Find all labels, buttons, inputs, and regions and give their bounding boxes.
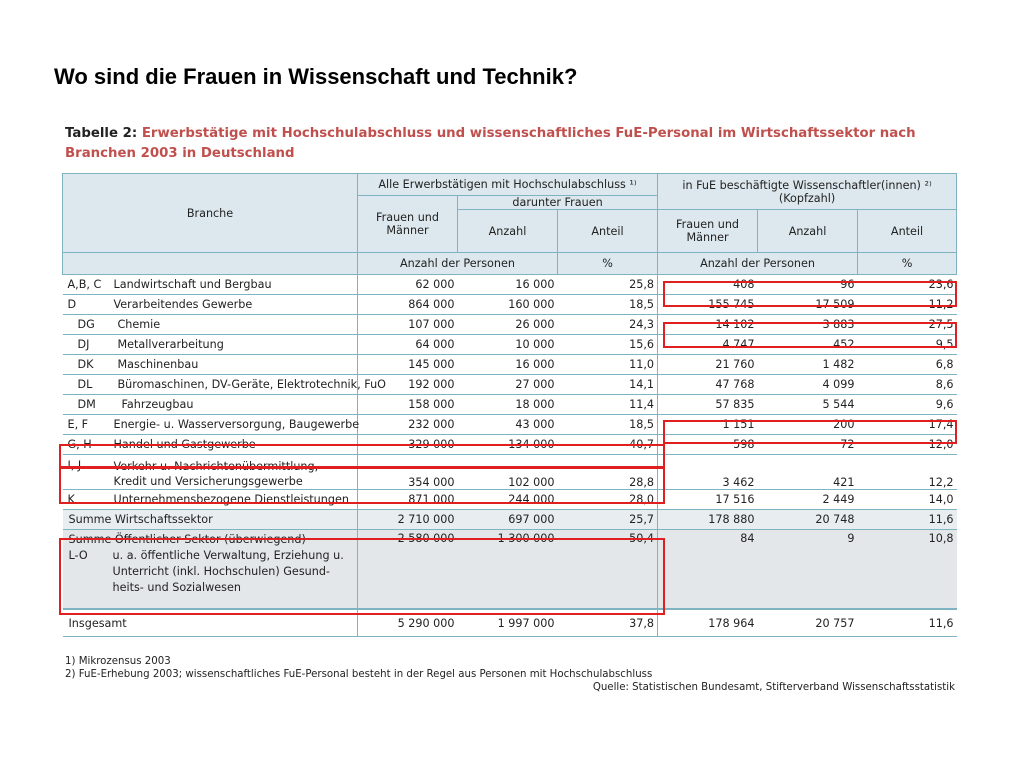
- value-v5: 1 482: [758, 355, 858, 375]
- summe-wirtschaft-v3: 25,7: [558, 510, 658, 530]
- data-table: [62, 173, 957, 637]
- table-row: [63, 490, 957, 510]
- value-v5: 200: [758, 415, 858, 435]
- table-row: [63, 335, 957, 355]
- insgesamt-v2: 1 997 000: [458, 609, 558, 637]
- value-v4: 57 835: [658, 395, 758, 415]
- header-fm-2: Frauen und Männer: [658, 210, 758, 253]
- table-row: [63, 275, 957, 295]
- value-v5: 2 449: [758, 490, 858, 510]
- value-v6: 6,8: [858, 355, 957, 375]
- branch-cell: [63, 335, 358, 355]
- value-v2: 102 000: [458, 455, 558, 490]
- header-unit-persons-1: Anzahl der Personen: [358, 253, 558, 275]
- table-row: [63, 455, 957, 490]
- branch-cell: [63, 355, 358, 375]
- summe-oeffentlich-v6: 10,8: [858, 530, 957, 610]
- value-v6: 27,5: [858, 315, 957, 335]
- header-unit-pct-2: %: [858, 253, 957, 275]
- value-v2: 160 000: [458, 295, 558, 315]
- value-v3: 11,0: [558, 355, 658, 375]
- branch-name: Chemie: [117, 318, 161, 331]
- insgesamt-v5: 20 757: [758, 609, 858, 637]
- branch-cell: [63, 490, 358, 510]
- summe-oeffentlich-v1: 2 580 000: [358, 530, 458, 610]
- value-v1: 64 000: [358, 335, 458, 355]
- summe-wirtschaft-label: Summe Wirtschaftssektor: [63, 510, 358, 530]
- branch-cell: [63, 395, 358, 415]
- value-v3: 28,0: [558, 490, 658, 510]
- branch-name: Verkehr u. Nachrichtenübermittlung, Kredit und Versicherungsgewerbe: [113, 460, 319, 488]
- branch-code: D: [67, 298, 77, 311]
- branch-code: K: [67, 493, 75, 506]
- value-v1: 145 000: [358, 355, 458, 375]
- branch-name: Fahrzeugbau: [121, 398, 194, 411]
- value-v4: 3 462: [658, 455, 758, 490]
- caption-label: Tabelle 2:: [65, 126, 138, 141]
- summe-oeffentlich-code: L-O: [68, 549, 88, 562]
- value-v3: 24,3: [558, 315, 658, 335]
- value-v2: 10 000: [458, 335, 558, 355]
- header-anteil-1: Anteil: [558, 210, 658, 253]
- insgesamt-v1: 5 290 000: [358, 609, 458, 637]
- value-v1: 329 000: [358, 435, 458, 455]
- insgesamt-v6: 11,6: [858, 609, 957, 637]
- insgesamt-v4: 178 964: [658, 609, 758, 637]
- footnotes: [65, 655, 955, 694]
- value-v2: 26 000: [458, 315, 558, 335]
- table-row: [63, 435, 957, 455]
- value-v1: 158 000: [358, 395, 458, 415]
- branch-name: Metallverarbeitung: [117, 338, 224, 351]
- value-v6: 9,5: [858, 335, 957, 355]
- branch-code: A,B, C: [67, 278, 102, 291]
- value-v5: 72: [758, 435, 858, 455]
- value-v5: 3 883: [758, 315, 858, 335]
- value-v1: 62 000: [358, 275, 458, 295]
- summe-oeffentlich-v4: 84: [658, 530, 758, 610]
- branch-code: I, J: [67, 459, 82, 472]
- table-row-insgesamt: [63, 609, 957, 637]
- value-v5: 5 544: [758, 395, 858, 415]
- value-v4: 21 760: [658, 355, 758, 375]
- value-v6: 23,6: [858, 275, 957, 295]
- table-caption: [65, 124, 960, 164]
- source-note: Quelle: Statistischen Bundesamt, Stifterverband Wissenschaftsstatistik: [592, 682, 955, 693]
- branch-code: E, F: [67, 418, 89, 431]
- summe-wirtschaft-v6: 11,6: [858, 510, 957, 530]
- header-anzahl-2: Anzahl: [758, 210, 858, 253]
- branch-name: Unternehmensbezogene Dienstleistungen: [113, 493, 349, 506]
- value-v5: 96: [758, 275, 858, 295]
- value-v1: 864 000: [358, 295, 458, 315]
- value-v2: 43 000: [458, 415, 558, 435]
- summe-oeffentlich-detail: u. a. öffentliche Verwaltung, Erziehung u. Unterricht (inkl. Hochschulen) Gesund-heits- und Sozialwesen: [112, 549, 344, 594]
- value-v6: 12,2: [858, 455, 957, 490]
- caption-text: Erwerbstätige mit Hochschulabschluss und wissenschaftliches FuE-Personal im Wirtschaftssektor nach Branchen 2003 in Deutschland: [65, 126, 916, 161]
- value-v4: 17 516: [658, 490, 758, 510]
- value-v2: 27 000: [458, 375, 558, 395]
- value-v5: 17 509: [758, 295, 858, 315]
- header-darunter-1: darunter Frauen: [458, 196, 658, 210]
- value-v6: 17,4: [858, 415, 957, 435]
- insgesamt-label: Insgesamt: [63, 609, 358, 637]
- value-v5: 421: [758, 455, 858, 490]
- table-row-summe-wirtschaft: [63, 510, 957, 530]
- branch-code: G, H: [67, 438, 92, 451]
- value-v4: 408: [658, 275, 758, 295]
- branch-name: Maschinenbau: [117, 358, 199, 371]
- value-v2: 16 000: [458, 275, 558, 295]
- table-row-summe-oeffentlich: [63, 530, 957, 610]
- branch-cell: [63, 415, 358, 435]
- branch-cell: [63, 375, 386, 395]
- summe-wirtschaft-v5: 20 748: [758, 510, 858, 530]
- value-v4: 14 102: [658, 315, 758, 335]
- branch-code: DG: [77, 318, 95, 331]
- branch-code: DK: [77, 358, 94, 371]
- table-row: [63, 395, 957, 415]
- header-group-all: Alle Erwerbstätigen mit Hochschulabschluss ¹⁾: [358, 174, 658, 196]
- value-v1: 354 000: [358, 455, 458, 490]
- value-v3: 40,7: [558, 435, 658, 455]
- table-row: [63, 315, 957, 335]
- value-v6: 12,0: [858, 435, 957, 455]
- value-v4: 47 768: [658, 375, 758, 395]
- table-row: [63, 375, 957, 395]
- value-v6: 14,0: [858, 490, 957, 510]
- branch-name: Handel und Gastgewerbe: [113, 438, 256, 451]
- value-v4: 598: [658, 435, 758, 455]
- value-v4: 155 745: [658, 295, 758, 315]
- value-v2: 244 000: [458, 490, 558, 510]
- value-v3: 11,4: [558, 395, 658, 415]
- branch-cell: [63, 315, 358, 335]
- branch-name: Energie- u. Wasserversorgung, Baugewerbe: [113, 418, 360, 431]
- value-v3: 18,5: [558, 415, 658, 435]
- summe-oeffentlich-cell: [63, 530, 358, 610]
- summe-oeffentlich-label: Summe Öffentlicher Sektor (überwiegend): [68, 533, 306, 546]
- value-v2: 18 000: [458, 395, 558, 415]
- value-v1: 192 000: [358, 375, 458, 395]
- value-v3: 28,8: [558, 455, 658, 490]
- branch-name: Landwirtschaft und Bergbau: [113, 278, 272, 291]
- value-v2: 134 000: [458, 435, 558, 455]
- slide-title: Wo sind die Frauen in Wissenschaft und Technik?: [54, 64, 578, 89]
- branch-cell: [63, 275, 358, 295]
- branch-cell: [63, 455, 358, 490]
- value-v1: 232 000: [358, 415, 458, 435]
- summe-wirtschaft-v2: 697 000: [458, 510, 558, 530]
- header-fm-1: Frauen und Männer: [358, 196, 458, 253]
- footnote-1: 1) Mikrozensus 2003: [65, 656, 171, 667]
- header-anzahl-1: Anzahl: [458, 210, 558, 253]
- summe-wirtschaft-v1: 2 710 000: [358, 510, 458, 530]
- header-unit-pct-1: %: [558, 253, 658, 275]
- header-branche: Branche: [63, 174, 358, 253]
- value-v6: 11,2: [858, 295, 957, 315]
- table-row: [63, 415, 957, 435]
- header-anteil-2: Anteil: [858, 210, 957, 253]
- footnote-2: 2) FuE-Erhebung 2003; wissenschaftliches FuE-Personal besteht in der Regel aus Personen mit Hochschulabschluss: [65, 669, 653, 680]
- branch-code: DJ: [77, 338, 90, 351]
- value-v5: 452: [758, 335, 858, 355]
- summe-oeffentlich-v2: 1 300 000: [458, 530, 558, 610]
- value-v3: 14,1: [558, 375, 658, 395]
- summe-wirtschaft-v4: 178 880: [658, 510, 758, 530]
- value-v5: 4 099: [758, 375, 858, 395]
- branch-cell: [63, 435, 358, 455]
- branch-code: DM: [77, 398, 96, 411]
- insgesamt-v3: 37,8: [558, 609, 658, 637]
- table-row: [63, 355, 957, 375]
- branch-name: Büromaschinen, DV-Geräte, Elektrotechnik, FuO: [117, 378, 386, 391]
- branch-cell: [63, 295, 358, 315]
- value-v4: 4 747: [658, 335, 758, 355]
- value-v4: 1 151: [658, 415, 758, 435]
- value-v1: 107 000: [358, 315, 458, 335]
- value-v1: 871 000: [358, 490, 458, 510]
- table-row: [63, 295, 957, 315]
- summe-oeffentlich-v5: 9: [758, 530, 858, 610]
- value-v2: 16 000: [458, 355, 558, 375]
- branch-name: Verarbeitendes Gewerbe: [113, 298, 253, 311]
- summe-oeffentlich-v3: 50,4: [558, 530, 658, 610]
- value-v6: 8,6: [858, 375, 957, 395]
- value-v3: 15,6: [558, 335, 658, 355]
- value-v3: 18,5: [558, 295, 658, 315]
- branch-code: DL: [77, 378, 93, 391]
- header-unit-persons-2: Anzahl der Personen: [658, 253, 858, 275]
- value-v6: 9,6: [858, 395, 957, 415]
- value-v3: 25,8: [558, 275, 658, 295]
- header-group-fue: in FuE beschäftigte Wissenschaftler(innen) ²⁾ (Kopfzahl): [658, 174, 957, 210]
